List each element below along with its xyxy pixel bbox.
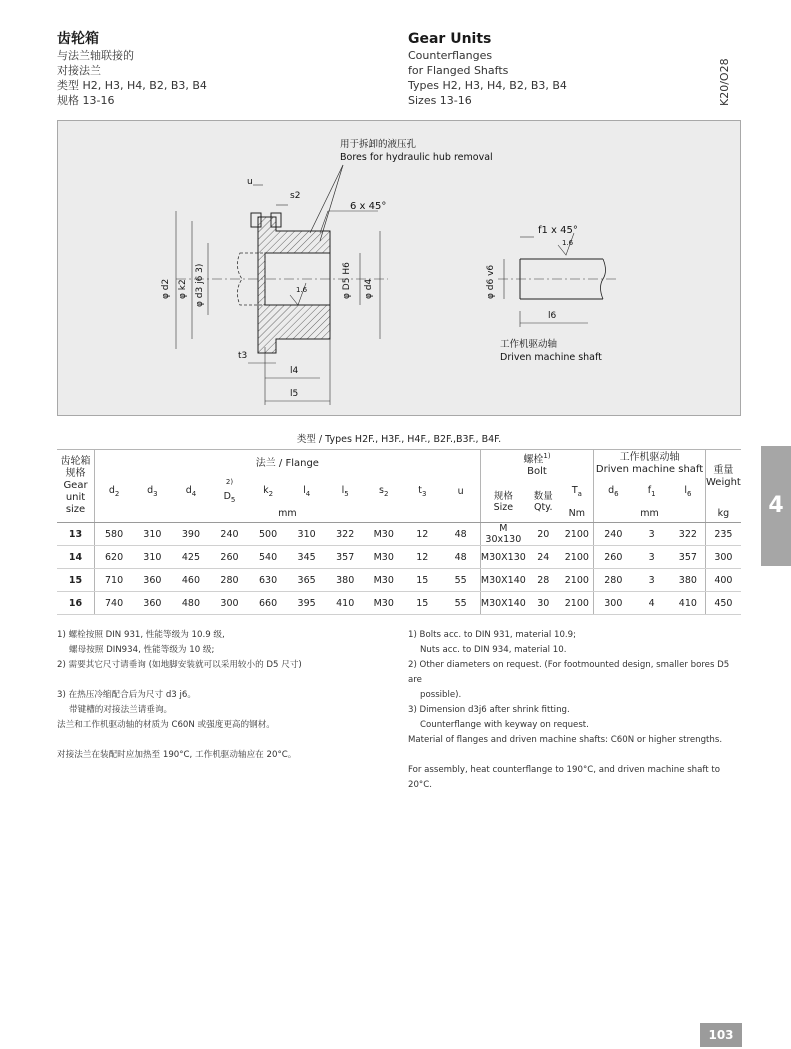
- table-cell: M30X130: [480, 546, 526, 569]
- assembly-cn: 对接法兰在装配时应加热至 190°C, 工作机驱动轴应在 20°C。: [57, 750, 297, 760]
- table-cell: 3: [632, 546, 671, 569]
- table-cell: 14: [57, 546, 95, 569]
- table-cell: 48: [442, 523, 481, 546]
- table-cell: 620: [95, 546, 134, 569]
- table-cell: 310: [287, 523, 326, 546]
- table-cell: 4: [632, 592, 671, 615]
- subtitle-en-1: Counterflanges: [408, 49, 493, 62]
- header-text: s: [379, 484, 384, 496]
- table-cell: 16: [57, 592, 95, 615]
- subtitle-cn-1: 与法兰轴联接的: [57, 49, 134, 62]
- table-cell: 390: [172, 523, 211, 546]
- table-cell: 660: [249, 592, 288, 615]
- note-2-cn: 2) 需要其它尺寸请垂询 (如地脚安装就可以采用较小的 D5 尺寸): [57, 660, 302, 670]
- dim-u-label: u: [247, 177, 253, 187]
- table-cell: 740: [95, 592, 134, 615]
- header-cn: [57, 30, 387, 108]
- roughness-value: 1.6: [296, 286, 308, 294]
- table-cell: 410: [326, 592, 365, 615]
- weight-head-en: Weight: [705, 477, 741, 489]
- header-text: 2): [225, 478, 234, 487]
- note-3b-en: Counterflange with keyway on request.: [420, 720, 589, 730]
- col-d3: [133, 478, 172, 504]
- header-text: l: [684, 484, 687, 496]
- header-text: 1: [651, 489, 656, 498]
- table-cell: 322: [671, 523, 705, 546]
- col-d4: [172, 478, 211, 504]
- table-cell: 3: [632, 569, 671, 592]
- table-cell: 380: [326, 569, 365, 592]
- chamfer-f1-label: f1 x 45°: [538, 225, 578, 236]
- notes-cn: [57, 628, 397, 763]
- col-bolt-size: [480, 478, 526, 523]
- table-cell: 280: [210, 569, 249, 592]
- table-cell: 30: [526, 592, 560, 615]
- table-cell: 260: [594, 546, 633, 569]
- header-text: 4: [191, 489, 197, 498]
- chamfer-leader: [320, 211, 328, 233]
- table-cell: 20: [526, 523, 560, 546]
- dimension-table: [57, 427, 741, 615]
- table-title: 类型 / Types H2F., H3F., H4F., B2F.,B3F., B4F.: [57, 427, 741, 450]
- table-cell: 450: [705, 592, 741, 615]
- drawing-svg: [58, 121, 742, 417]
- col-s2: [364, 478, 403, 504]
- table-cell: 240: [594, 523, 633, 546]
- doc-code: K20/O28: [718, 58, 731, 106]
- driven-shaft-label-en: Driven machine shaft: [500, 352, 602, 363]
- table-cell: 235: [705, 523, 741, 546]
- col-l6: [671, 478, 705, 504]
- page-number: 103: [700, 1023, 742, 1047]
- note-1b-en: Nuts acc. to DIN 934, material 10.: [420, 645, 567, 655]
- subtitle-cn-2: 对接法兰: [57, 64, 101, 77]
- table-cell: 280: [594, 569, 633, 592]
- table-cell: 240: [210, 523, 249, 546]
- table-cell: 12: [403, 523, 442, 546]
- shaft-head-cn: 工作机驱动轴: [619, 452, 680, 464]
- flange-header: 法兰 / Flange: [95, 450, 481, 479]
- dim-d4-label: φ d4: [364, 278, 374, 299]
- header-text: 3: [421, 489, 427, 498]
- table-cell: 425: [172, 546, 211, 569]
- sizes-cn: 规格 13-16: [57, 94, 115, 107]
- header-text: l: [341, 484, 345, 496]
- dim-d3-label: φ d3 j6 3): [195, 263, 205, 307]
- size-header: [57, 450, 95, 523]
- dim-d6-label: φ d6 v6: [486, 264, 496, 299]
- table-cell: 28: [526, 569, 560, 592]
- header-text: t: [418, 484, 422, 496]
- header-text: d: [147, 484, 154, 496]
- table-cell: 360: [133, 569, 172, 592]
- shaft-header: [594, 450, 706, 479]
- weight-header: [705, 450, 741, 505]
- table-cell: M30: [364, 523, 403, 546]
- table-cell: 260: [210, 546, 249, 569]
- dim-l5-label: l5: [290, 389, 299, 399]
- technical-drawing: [57, 120, 741, 416]
- table-cell: 710: [95, 569, 134, 592]
- table-cell: 12: [403, 546, 442, 569]
- col-l4: [287, 478, 326, 504]
- header-text: k: [263, 484, 269, 496]
- header-text: d: [185, 484, 192, 496]
- leader-line: [310, 165, 343, 233]
- bores-label-en: Bores for hydraulic hub removal: [340, 152, 493, 163]
- size-head-cn1: 齿轮箱: [60, 456, 91, 468]
- sizes-en: Sizes 13-16: [408, 94, 472, 107]
- title-cn: 齿轮箱: [57, 31, 99, 47]
- table-cell: 15: [57, 569, 95, 592]
- table-cell: 410: [671, 592, 705, 615]
- header-text: 5: [344, 489, 349, 498]
- header-text: 6: [686, 489, 692, 498]
- table-row: [57, 546, 741, 569]
- col-d6: [594, 478, 633, 504]
- header-en: [408, 30, 738, 108]
- header-text: 3: [153, 489, 158, 498]
- table-cell: 310: [133, 546, 172, 569]
- leader-line: [320, 165, 343, 241]
- table-cell: 300: [705, 546, 741, 569]
- table-cell: 24: [526, 546, 560, 569]
- col-d2: [95, 478, 134, 504]
- header-text: D: [223, 491, 231, 503]
- note-1a-cn: 1) 螺栓按照 DIN 931, 性能等级为 10.9 级,: [57, 630, 225, 640]
- header-text: d: [108, 484, 115, 496]
- table-cell: 380: [671, 569, 705, 592]
- bolt-head-sup: 1): [543, 452, 551, 460]
- header-text: Qty.: [533, 501, 553, 513]
- table-cell: 345: [287, 546, 326, 569]
- table-cell: 480: [172, 592, 211, 615]
- header-text: l: [303, 484, 306, 496]
- header-text: 2: [383, 489, 389, 498]
- header-text: a: [577, 489, 582, 498]
- col-D5: [210, 478, 249, 504]
- dim-k2-label: φ k2: [178, 279, 188, 299]
- notes-en: [408, 628, 743, 793]
- table-cell: 15: [403, 592, 442, 615]
- col-k2: [249, 478, 288, 504]
- title-en: Gear Units: [408, 31, 492, 47]
- table-cell: M30X140: [480, 592, 526, 615]
- table-cell: 2100: [560, 546, 593, 569]
- table-cell: 357: [326, 546, 365, 569]
- table-cell: 580: [95, 523, 134, 546]
- table-cell: M30: [364, 592, 403, 615]
- table-cell: M 30x130: [480, 523, 526, 546]
- types-cn: 类型 H2, H3, H4, B2, B3, B4: [57, 79, 207, 92]
- table-cell: 2100: [560, 569, 593, 592]
- bores-label-cn: 用于拆卸的液压孔: [340, 139, 417, 150]
- table-row: [57, 592, 741, 615]
- header-text: f: [647, 484, 652, 496]
- table-cell: 15: [403, 569, 442, 592]
- note-3a-en: 3) Dimension d3j6 after shrink fitting.: [408, 705, 570, 715]
- col-bolt-qty: [526, 478, 560, 523]
- unit-mm-shaft: mm: [594, 504, 706, 523]
- subtitle-en-2: for Flanged Shafts: [408, 64, 509, 77]
- note-1b-cn: 螺母按照 DIN934, 性能等级为 10 级;: [69, 645, 215, 655]
- unit-mm: mm: [95, 504, 481, 523]
- table-cell: 2100: [560, 523, 593, 546]
- header-text: 2: [114, 489, 120, 498]
- table-cell: 400: [705, 569, 741, 592]
- driven-shaft-label-cn: 工作机驱动轴: [500, 339, 558, 350]
- note-3b-cn: 带键槽的对接法兰请垂询。: [69, 705, 173, 715]
- dim-d2-label: φ d2: [161, 278, 171, 299]
- bolt-head-cn: 螺栓: [523, 454, 544, 466]
- table-cell: 365: [287, 569, 326, 592]
- table-cell: 2100: [560, 592, 593, 615]
- roughness-value: 1.6: [562, 239, 574, 247]
- table-cell: 13: [57, 523, 95, 546]
- table-cell: 300: [210, 592, 249, 615]
- col-u: u: [457, 485, 464, 497]
- note-2b-en: possible).: [420, 690, 462, 700]
- dim-t3-label: t3: [238, 351, 248, 361]
- dim-D5-label: φ D5 H6: [342, 262, 352, 299]
- bolt-header: [480, 450, 594, 479]
- material-en: Material of flanges and driven machine shafts: C60N or higher strengths.: [408, 735, 723, 745]
- col-l5: [326, 478, 365, 504]
- header-text: 6: [614, 489, 619, 498]
- unit-kg: kg: [705, 504, 741, 523]
- col-f1: [632, 478, 671, 504]
- header-text: Size: [493, 501, 514, 513]
- dim-l4-label: l4: [290, 366, 299, 376]
- table-cell: 360: [133, 592, 172, 615]
- table-cell: 55: [442, 592, 481, 615]
- table-cell: 630: [249, 569, 288, 592]
- header-text: 规格: [493, 490, 513, 502]
- weight-head-cn: 重量: [713, 465, 734, 477]
- note-2a-en: 2) Other diameters on request. (For footmounted design, smaller bores D5 are: [408, 660, 730, 685]
- table-row: [57, 523, 741, 546]
- shaft-head-en: Driven machine shaft: [595, 464, 704, 476]
- note-1a-en: 1) Bolts acc. to DIN 931, material 10.9;: [408, 630, 577, 640]
- note-3a-cn: 3) 在热压冷缩配合后为尺寸 d3 j6。: [57, 690, 196, 700]
- table-cell: M30: [364, 546, 403, 569]
- bolt-head-en: Bolt: [527, 466, 547, 478]
- unit-nm: Nm: [560, 504, 593, 523]
- table-cell: M30X140: [480, 569, 526, 592]
- header-text: 数量: [533, 490, 553, 502]
- table-cell: 55: [442, 569, 481, 592]
- chapter-tab: 4: [761, 446, 791, 566]
- dim-l6-label: l6: [548, 311, 557, 321]
- material-cn: 法兰和工作机驱动轴的材质为 C60N 或强度更高的钢材。: [57, 720, 275, 730]
- col-t3: [403, 478, 442, 504]
- size-head-en3: size: [65, 504, 86, 516]
- table-cell: M30: [364, 569, 403, 592]
- table-row: [57, 569, 741, 592]
- size-head-en2: unit: [65, 492, 86, 504]
- types-en: Types H2, H3, H4, B2, B3, B4: [408, 79, 567, 92]
- table-cell: 540: [249, 546, 288, 569]
- table-cell: 460: [172, 569, 211, 592]
- header-text: 2: [268, 489, 274, 498]
- col-Ta: [560, 478, 593, 504]
- size-head-en1: Gear: [63, 480, 88, 492]
- header-text: d: [608, 484, 615, 496]
- table-cell: 48: [442, 546, 481, 569]
- size-head-cn2: 规格: [65, 468, 86, 480]
- chamfer-label: 6 x 45°: [350, 201, 387, 212]
- table-cell: 300: [594, 592, 633, 615]
- table-cell: 357: [671, 546, 705, 569]
- table-cell: 395: [287, 592, 326, 615]
- header-text: 5: [230, 496, 236, 505]
- table-cell: 3: [632, 523, 671, 546]
- header-text: 4: [305, 489, 311, 498]
- table-cell: 500: [249, 523, 288, 546]
- assembly-en: For assembly, heat counterflange to 190°C, and driven machine shaft to 20°C.: [408, 765, 721, 790]
- table-cell: 322: [326, 523, 365, 546]
- table-cell: 310: [133, 523, 172, 546]
- header-text: T: [571, 484, 578, 496]
- dim-s2-label: s2: [290, 191, 301, 201]
